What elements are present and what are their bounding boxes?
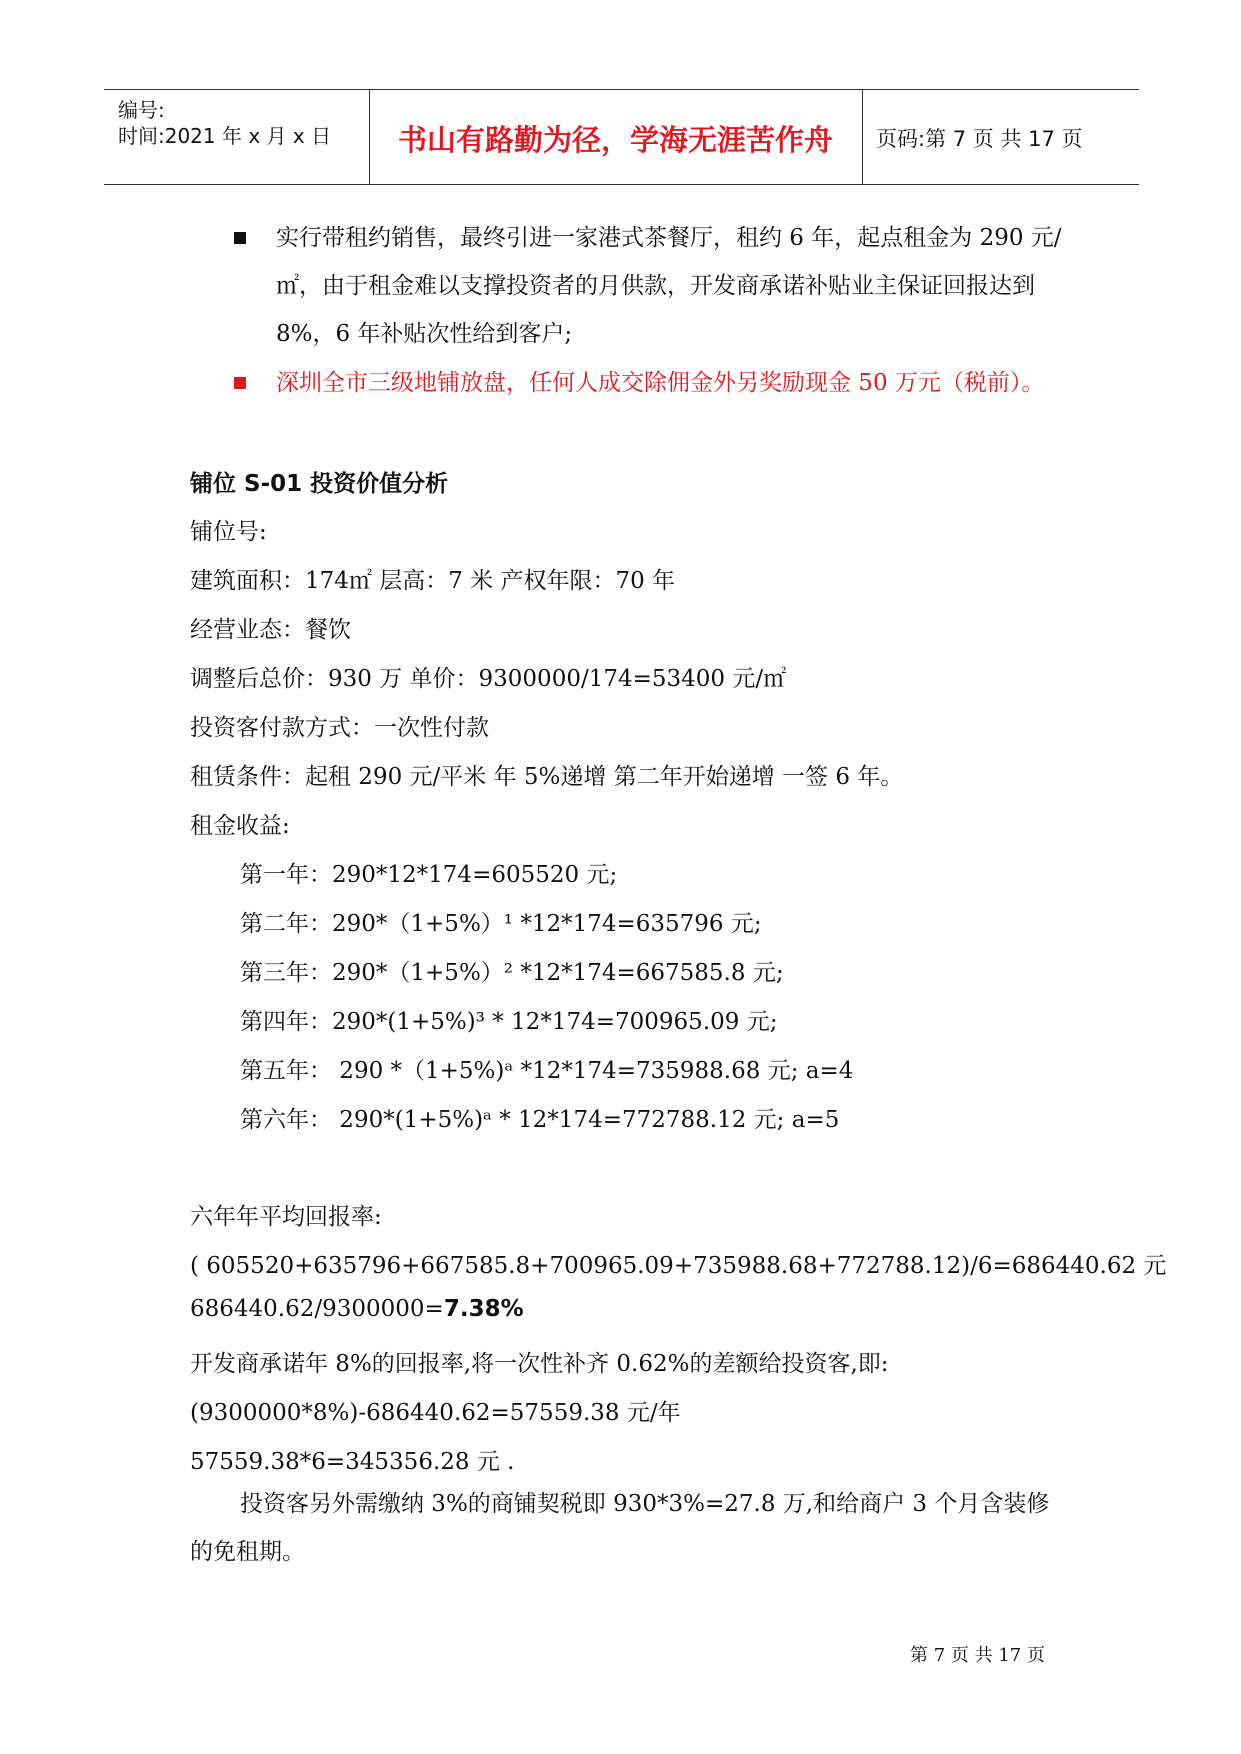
rent-income-label: 租金收益:	[190, 813, 290, 839]
header-motto: 书山有路勤为径，学海无涯苦作舟	[397, 123, 833, 157]
rent-year-5: 第五年： 290 *（1+5%)ᵃ *12*174=735988.68 元; a=4	[240, 1058, 854, 1084]
payment-method: 投资客付款方式：一次性付款	[190, 715, 489, 741]
shop-number: 铺位号:	[190, 519, 267, 545]
page-footer: 第 7 页 共 17 页	[910, 1645, 1045, 1666]
document-number: 编号:	[118, 98, 165, 122]
return-rate-calc	[190, 1296, 524, 1322]
total-subsidy-calc: 57559.38*6=345356.28 元 .	[190, 1449, 515, 1475]
section-title: 铺位 S-01 投资价值分析	[190, 471, 449, 497]
developer-promise: 开发商承诺年 8%的回报率,将一次性补齐 0.62%的差额给投资客,即:	[190, 1351, 889, 1377]
lease-terms: 租赁条件：起租 290 元/平米 年 5%递增 第二年开始递增 一签 6 年。	[190, 764, 904, 790]
difference-calc: (9300000*8%)-686440.62=57559.38 元/年	[190, 1400, 681, 1426]
bullet-square-icon	[234, 232, 246, 244]
average-return-label: 六年年平均回报率:	[190, 1204, 382, 1230]
header-motto-cell	[369, 90, 863, 184]
header-page-cell	[862, 90, 1139, 184]
rent-year-2: 第二年：290*（1+5%）¹ *12*174=635796 元;	[240, 911, 762, 937]
rent-year-4: 第四年：290*(1+5%)³ * 12*174=700965.09 元;	[240, 1009, 778, 1035]
bullet-text-highlight: 深圳全市三级地铺放盘，任何人成交除佣金外另奖励现金 50 万元（税前）。	[276, 370, 1045, 396]
header-page-info: 页码:第 7 页 共 17 页	[876, 127, 1083, 151]
rent-year-3: 第三年：290*（1+5%）² *12*174=667585.8 元;	[240, 960, 784, 986]
page-header	[104, 89, 1139, 185]
rent-year-6: 第六年： 290*(1+5%)ᵃ * 12*174=772788.12 元; a=5	[240, 1107, 840, 1133]
bullet-square-icon	[234, 377, 246, 389]
area-info: 建筑面积：174㎡ 层高：7 米 产权年限：70 年	[190, 568, 676, 594]
business-type: 经营业态：餐饮	[190, 617, 351, 643]
average-return-calc: ( 605520+635796+667585.8+700965.09+735988.68+772788.12)/6=686440.62 元	[190, 1253, 1167, 1279]
bullet-text: 实行带租约销售，最终引进一家港式茶餐厅，租约 6 年，起点租金为 290 元/㎡，由于租金难以支撑投资者的月供款，开发商承诺补贴业主保证回报达到 8%，6 年补贴次性给到客户;	[276, 225, 1062, 347]
price-info: 调整后总价：930 万 单价：9300000/174=53400 元/㎡	[190, 666, 787, 692]
rent-year-1: 第一年：290*12*174=605520 元;	[240, 862, 618, 888]
return-rate-prefix: 686440.62/9300000=	[190, 1296, 444, 1322]
return-rate-value: 7.38%	[443, 1296, 524, 1322]
tax-note: 投资客另外需缴纳 3%的商铺契税即 930*3%=27.8 万,和给商户 3 个月含装修的免租期。	[190, 1491, 1050, 1565]
document-time: 时间:2021 年 x 月 x 日	[118, 124, 332, 148]
header-meta	[104, 90, 370, 184]
